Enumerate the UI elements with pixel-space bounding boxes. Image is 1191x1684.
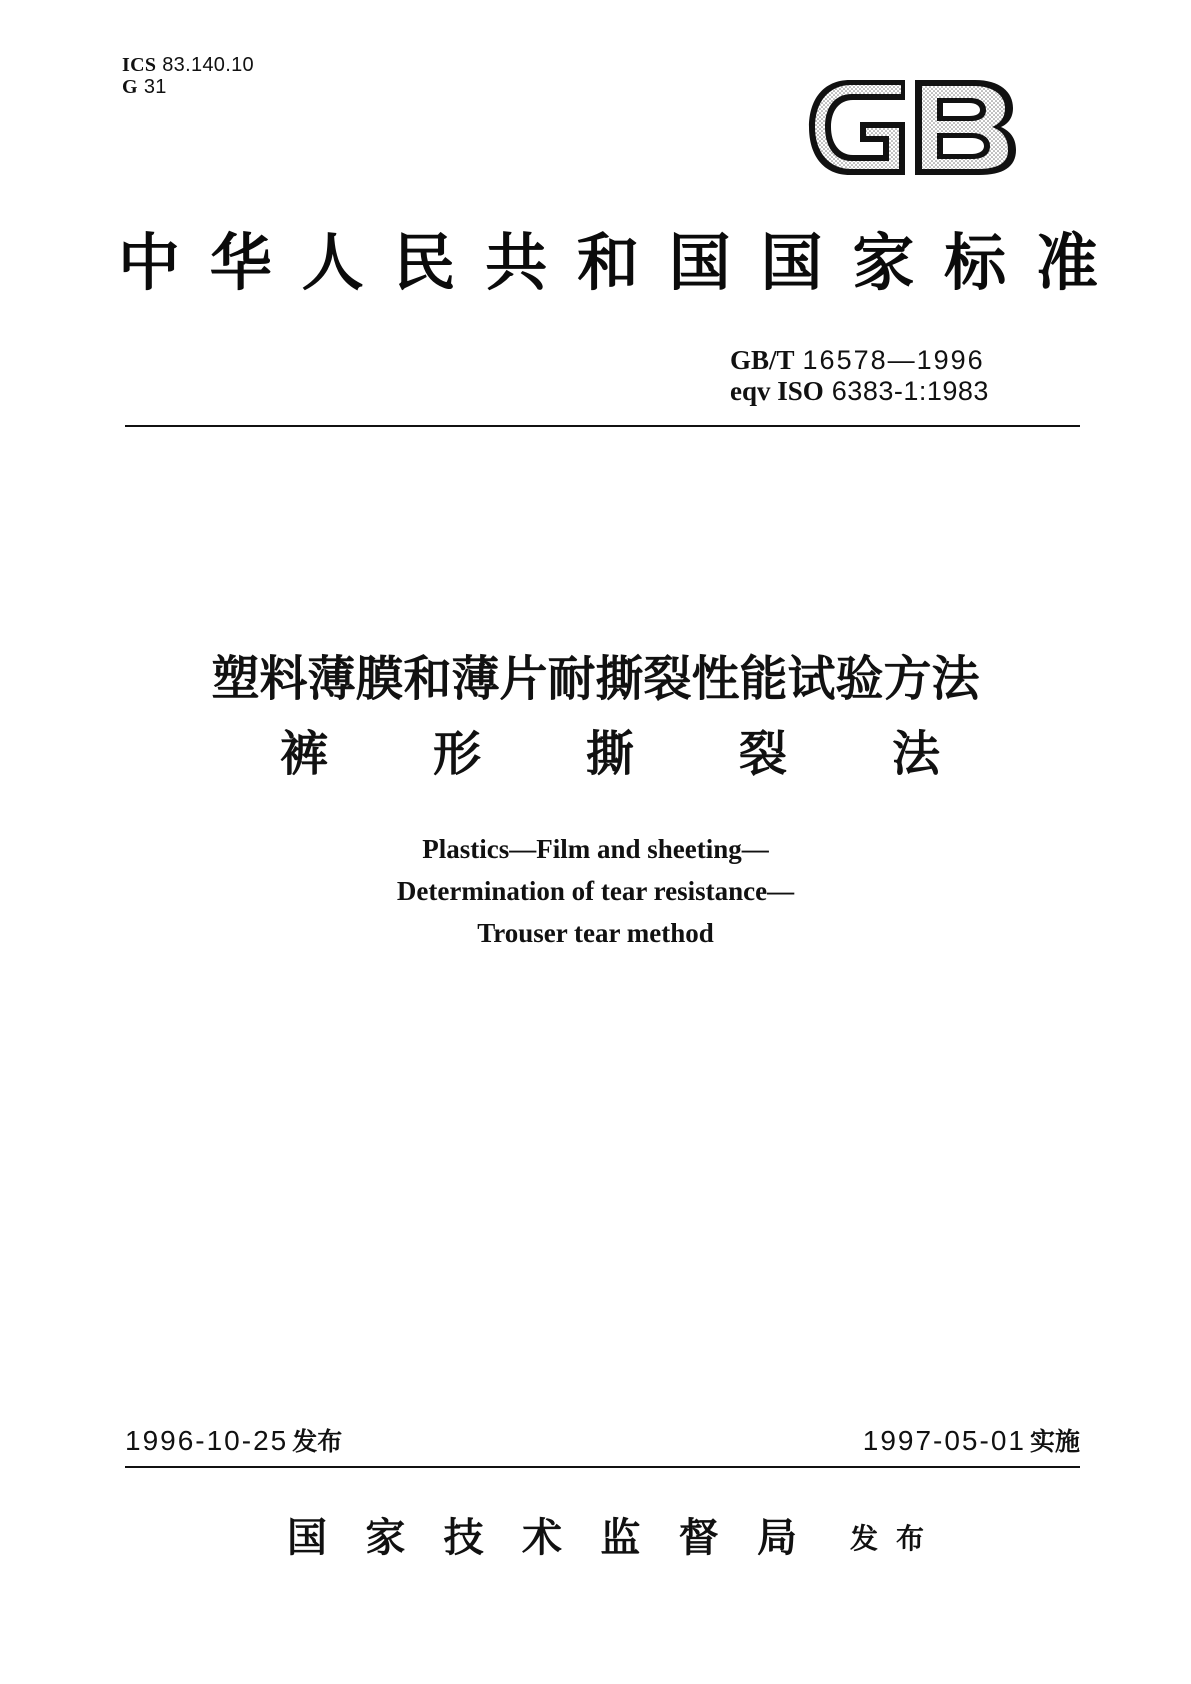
effective-label: 实施: [1029, 1427, 1080, 1456]
issuer-char: 监: [600, 1514, 641, 1561]
national-standard-char: 华: [209, 226, 272, 299]
classification-block: [122, 54, 254, 98]
issuer-char: 局: [756, 1514, 797, 1561]
chinese-subtitle-char: 裂: [738, 726, 787, 782]
issuer-char: 技: [443, 1514, 484, 1561]
date-row: [125, 1423, 1080, 1459]
issuer-publish-char: 发: [850, 1522, 879, 1555]
english-title: [0, 828, 1191, 954]
ics-line: [122, 54, 254, 76]
g-label: G: [122, 76, 138, 98]
issuer-name: [287, 1514, 797, 1562]
chinese-title: 塑料薄膜和薄片耐撕裂性能试验方法: [211, 651, 980, 707]
chinese-subtitle-char: 形: [432, 726, 481, 782]
english-title-line: Plastics—Film and sheeting—: [422, 834, 769, 864]
issuer-publish-label: [850, 1518, 924, 1560]
issuer-char: 督: [678, 1514, 719, 1561]
standard-codes: [730, 345, 989, 407]
eqv-number: 6383-1:1983: [831, 376, 989, 406]
eqv-code-line: [730, 376, 989, 407]
national-standard-char: 国: [668, 226, 731, 299]
national-standard-char: 共: [485, 226, 548, 299]
issuer-publish-char: 布: [895, 1522, 924, 1555]
publish-date: 1996-10-25: [125, 1425, 289, 1456]
ics-code: 83.140.10: [162, 54, 254, 76]
national-standard-char: 家: [852, 226, 915, 299]
chinese-subtitle-char: 撕: [585, 726, 634, 782]
national-standard-char: 标: [944, 226, 1007, 299]
eqv-label: eqv ISO: [730, 376, 824, 406]
gb-logo: [805, 70, 1020, 185]
g-code: 31: [143, 76, 167, 98]
g-line: [122, 76, 254, 98]
national-standard-char: 和: [576, 226, 639, 299]
national-standard-char: 人: [301, 226, 364, 299]
ics-label: ICS: [122, 54, 157, 76]
publish-date-block: [125, 1423, 342, 1460]
effective-date-block: [863, 1423, 1080, 1460]
national-standard-char: 国: [760, 226, 823, 299]
effective-date: 1997-05-01: [862, 1425, 1026, 1456]
english-title-line: Trouser tear method: [477, 918, 714, 948]
gbt-code-line: [730, 345, 989, 376]
gbt-label: GB/T: [730, 345, 795, 375]
english-title-line: Determination of tear resistance—: [396, 876, 795, 906]
gbt-number: 16578—1996: [802, 345, 985, 375]
bottom-divider: [125, 1466, 1080, 1468]
national-standard-char: 民: [393, 226, 456, 299]
national-standard-char: 中: [118, 226, 181, 299]
gb-logo-b: [915, 80, 1016, 175]
issuer-char: 家: [365, 1514, 406, 1561]
issuer-char: 国: [287, 1514, 327, 1561]
issuer-char: 术: [521, 1514, 562, 1561]
gb-logo-g: [809, 80, 905, 175]
publish-label: 发布: [292, 1427, 343, 1456]
national-standard-char: 准: [1035, 226, 1098, 299]
chinese-subtitle: [280, 725, 940, 783]
chinese-subtitle-char: 法: [891, 726, 940, 782]
chinese-subtitle-char: 裤: [280, 726, 329, 782]
top-divider: [125, 425, 1080, 427]
national-standard-title: [118, 228, 1098, 298]
